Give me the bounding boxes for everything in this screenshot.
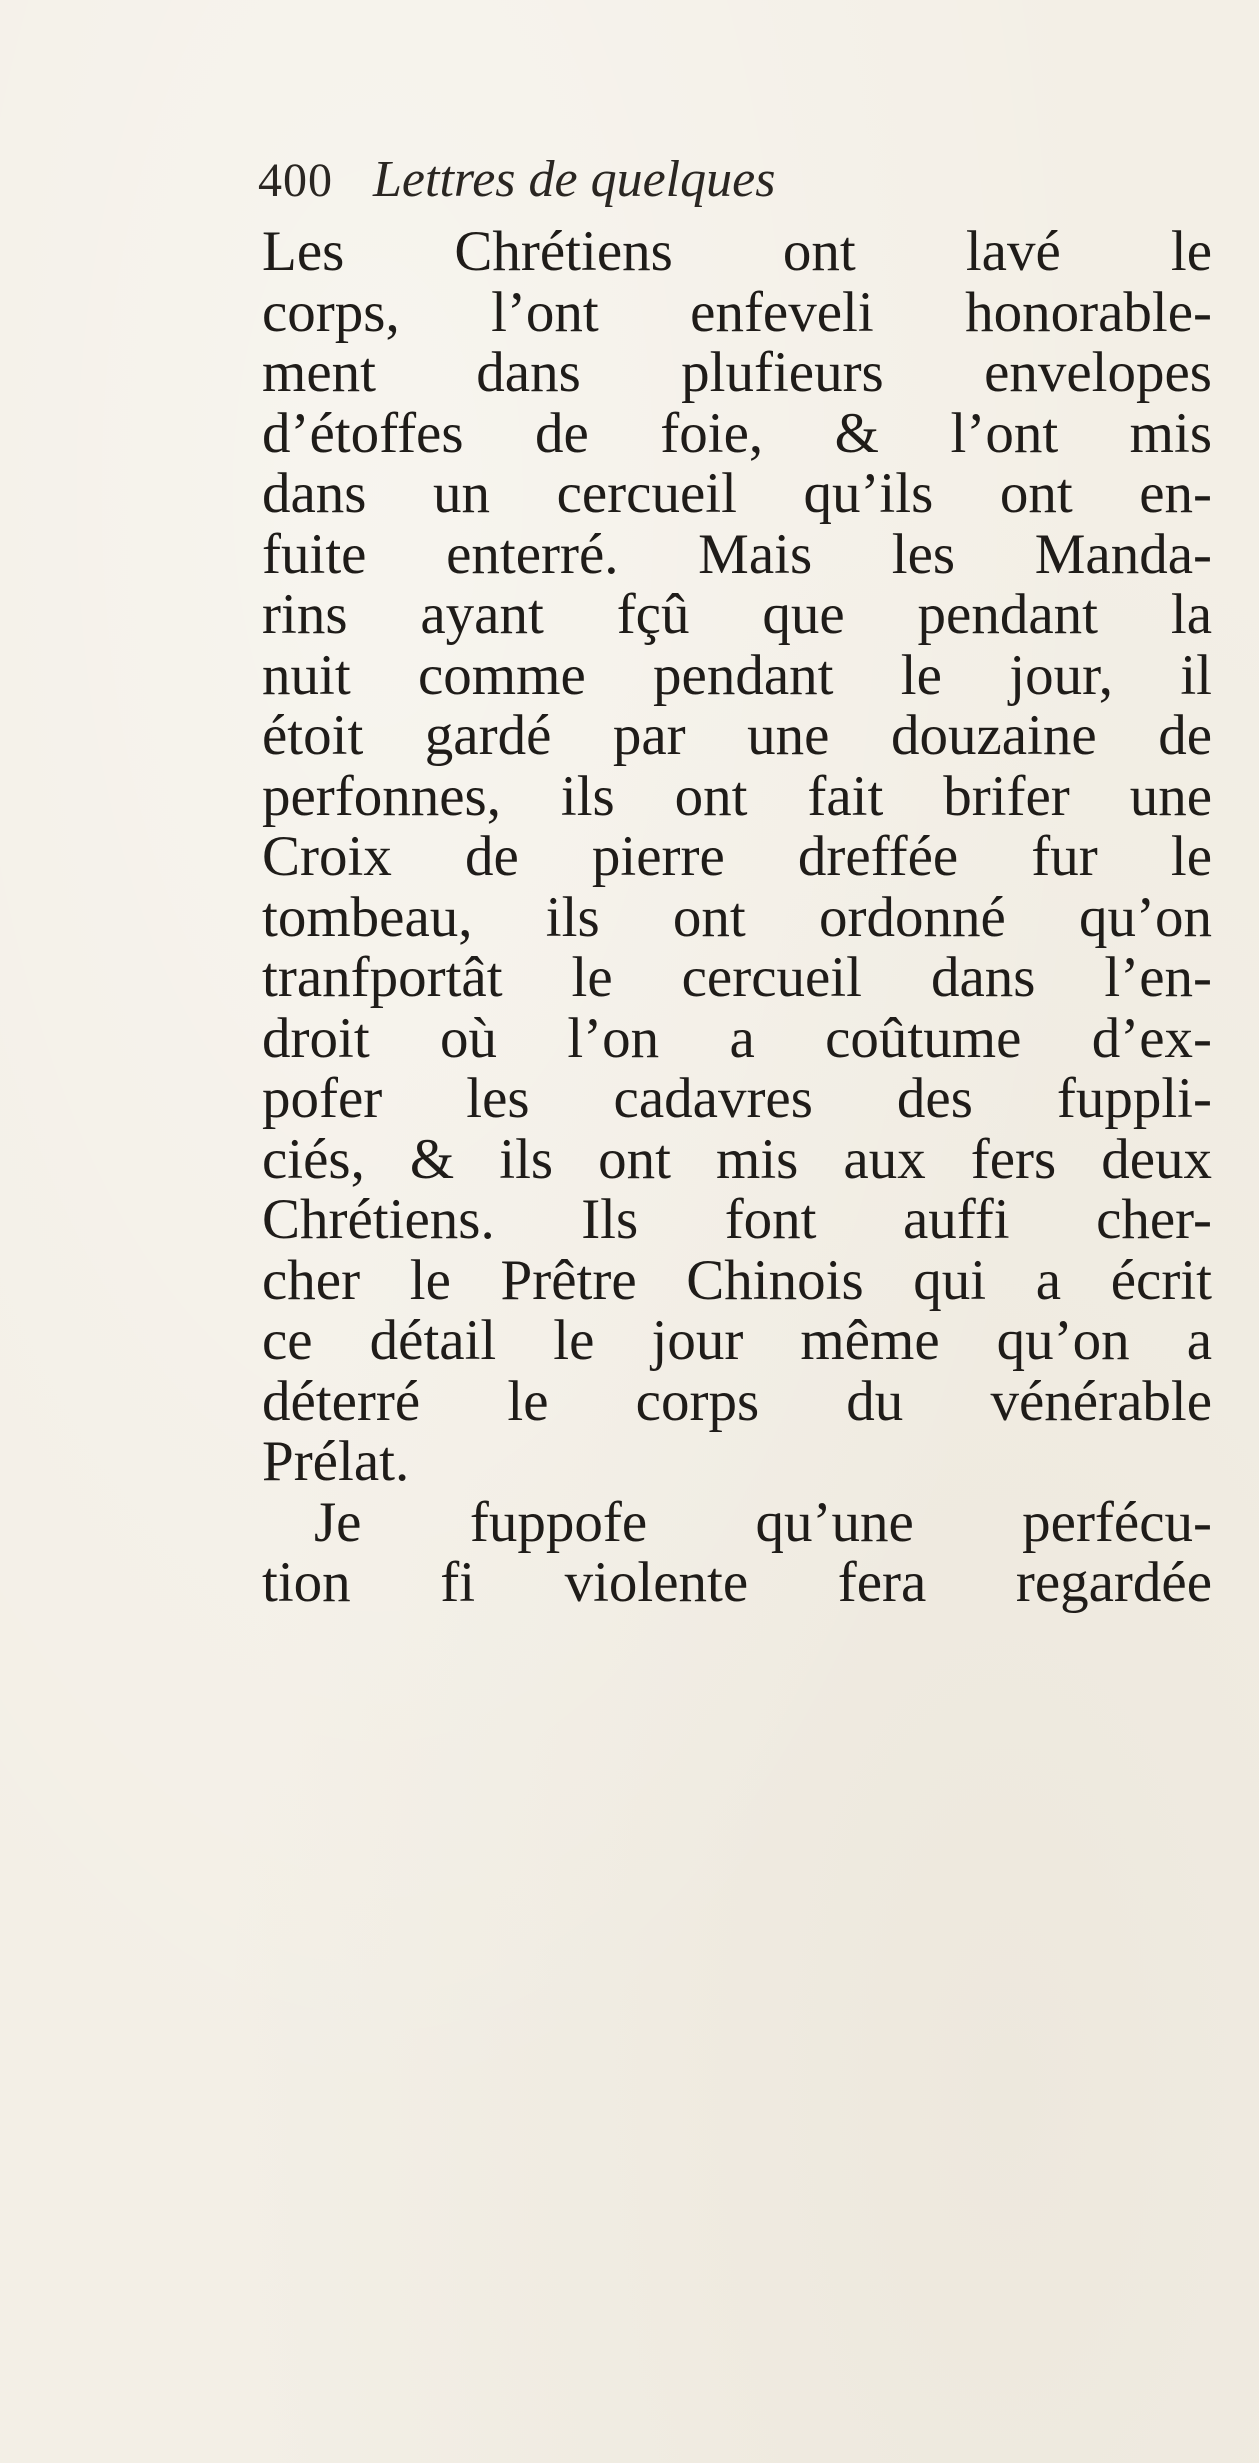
text-line: étoit gardé par une douzaine de (262, 704, 1212, 767)
text-line: déterré le corps du vénérable (262, 1369, 1212, 1433)
running-title: Lettres de quelques (373, 151, 776, 208)
running-head (258, 150, 775, 230)
text-line: dans un cercueil qu’ils ont en- (262, 462, 1212, 525)
text-line: nuit comme pendant le jour, il (262, 643, 1212, 707)
text-line: droit où l’on a coûtume d’ex- (262, 1006, 1212, 1070)
text-line: perfonnes, ils ont fait brifer une (262, 764, 1212, 828)
text-line: Je fuppofe qu’une perfécu- (314, 1490, 1212, 1554)
text-line: ce détail le jour même qu’on a (262, 1309, 1212, 1372)
text-line: cher le Prêtre Chinois qui a écrit (262, 1248, 1212, 1312)
text-line: tombeau, ils ont ordonné qu’on (262, 885, 1212, 949)
text-line: tranfportât le cercueil dans l’en- (262, 946, 1212, 1009)
text-line: Croix de pierre dreffée fur le (262, 825, 1212, 888)
text-line: ciés, & ils ont mis aux fers deux (262, 1127, 1212, 1191)
text-line: fuite enterré. Mais les Manda- (262, 522, 1212, 586)
text-line: ment dans plufieurs envelopes (262, 341, 1212, 404)
text-line: d’étoffes de foie, & l’ont mis (262, 401, 1212, 465)
text-line: Prélat. (262, 1430, 410, 1493)
page-number: 400 (258, 154, 333, 207)
text-line: pofer les cadavres des fuppli- (262, 1067, 1212, 1130)
body-text (262, 222, 1212, 1614)
text-line: rins ayant fçû que pendant la (262, 583, 1212, 646)
text-line: Les Chrétiens ont lavé le (262, 220, 1212, 283)
text-line: corps, l’ont enfeveli honorable- (262, 280, 1212, 344)
text-line: tion fi violente fera regardée (262, 1551, 1212, 1614)
text-line: Chrétiens. Ils font auffi cher- (262, 1188, 1212, 1251)
